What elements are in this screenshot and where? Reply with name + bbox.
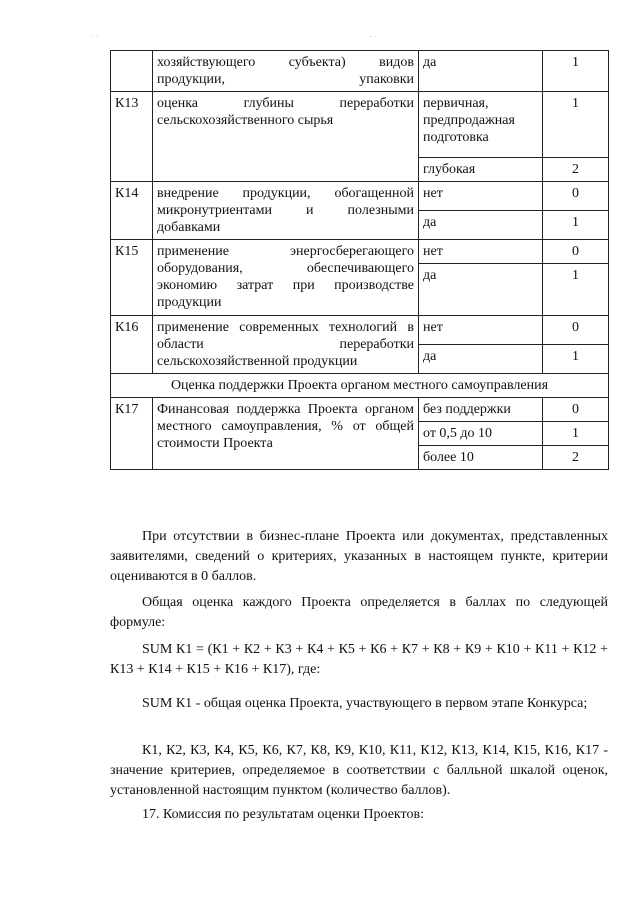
option-points: 1 — [543, 211, 609, 240]
criterion-description: внедрение продукции, обогащенной микронутриентами и полезными добавками — [153, 182, 419, 240]
paragraph-formula-intro: Общая оценка каждого Проекта определяется в баллах по следующей формуле: — [110, 595, 608, 630]
option-label: да — [419, 264, 543, 316]
table-row — [111, 316, 609, 345]
option-points: 0 — [543, 398, 609, 422]
table-section-title: Оценка поддержки Проекта органом местного самоуправления — [111, 374, 609, 398]
criterion-description: применение современных технологий в области переработки сельскохозяйственной продукции — [153, 316, 419, 374]
option-label: без поддержки — [419, 398, 543, 422]
option-points: 1 — [543, 51, 609, 92]
option-points: 1 — [543, 92, 609, 158]
option-label: да — [419, 345, 543, 374]
criterion-code: К13 — [111, 92, 153, 182]
option-label: нет — [419, 316, 543, 345]
criterion-code: К14 — [111, 182, 153, 240]
option-label: да — [419, 211, 543, 240]
criteria-table — [110, 50, 609, 470]
option-label: более 10 — [419, 446, 543, 470]
option-label: первичная, предпродажная подготовка — [419, 92, 543, 158]
paragraph-formula: SUM К1 = (К1 + К2 + К3 + К4 + К5 + К6 + К7 + К8 + К9 + К10 + К11 + К12 + К13 + К14 + К15 + К16 + К17), где: — [110, 642, 608, 677]
option-label: нет — [419, 182, 543, 211]
paragraph-commission: 17. Комиссия по результатам оценки Проектов: — [142, 807, 424, 822]
criterion-description: Финансовая поддержка Проекта органом местного самоуправления, % от общей стоимости Проекта — [153, 398, 419, 470]
option-points: 0 — [543, 182, 609, 211]
criterion-description: хозяйствующего субъекта) видов продукции, упаковки — [153, 51, 419, 92]
option-points: 1 — [543, 264, 609, 316]
table-row — [111, 374, 609, 398]
scan-artifact: . . — [370, 30, 376, 39]
option-label: от 0,5 до 10 — [419, 422, 543, 446]
option-points: 1 — [543, 422, 609, 446]
table-row — [111, 240, 609, 264]
table-row — [111, 51, 609, 92]
option-points: 2 — [543, 446, 609, 470]
table-row — [111, 92, 609, 158]
option-points: 0 — [543, 316, 609, 345]
option-label: да — [419, 51, 543, 92]
paragraph-criteria-definition: К1, К2, К3, К4, К5, К6, К7, К8, К9, К10, К11, К12, К13, К14, К15, К16, К17 - значение критериев, определяемое в соответствии с балльной шкалой оценок, установленной настоящим пунктом (количество баллов). — [110, 743, 608, 798]
paragraph-sum-definition: SUM К1 - общая оценка Проекта, участвующего в первом этапе Конкурса; — [142, 696, 588, 711]
criterion-code — [111, 51, 153, 92]
option-label: глубокая — [419, 158, 543, 182]
option-points: 0 — [543, 240, 609, 264]
criterion-code: К15 — [111, 240, 153, 316]
scan-artifact: . . — [92, 30, 98, 39]
option-points: 2 — [543, 158, 609, 182]
criterion-description: применение энергосберегающего оборудования, обеспечивающего экономию затрат при производстве продукции — [153, 240, 419, 316]
option-label: нет — [419, 240, 543, 264]
table-row — [111, 182, 609, 211]
table-row — [111, 398, 609, 422]
criterion-description: оценка глубины переработки сельскохозяйственного сырья — [153, 92, 419, 182]
criterion-code: К16 — [111, 316, 153, 374]
option-points: 1 — [543, 345, 609, 374]
paragraph-missing-criteria: При отсутствии в бизнес-плане Проекта или документах, представленных заявителями, сведений о критериях, указанных в настоящем пункте, критерии оцениваются в 0 баллов. — [110, 529, 608, 584]
criterion-code: К17 — [111, 398, 153, 470]
